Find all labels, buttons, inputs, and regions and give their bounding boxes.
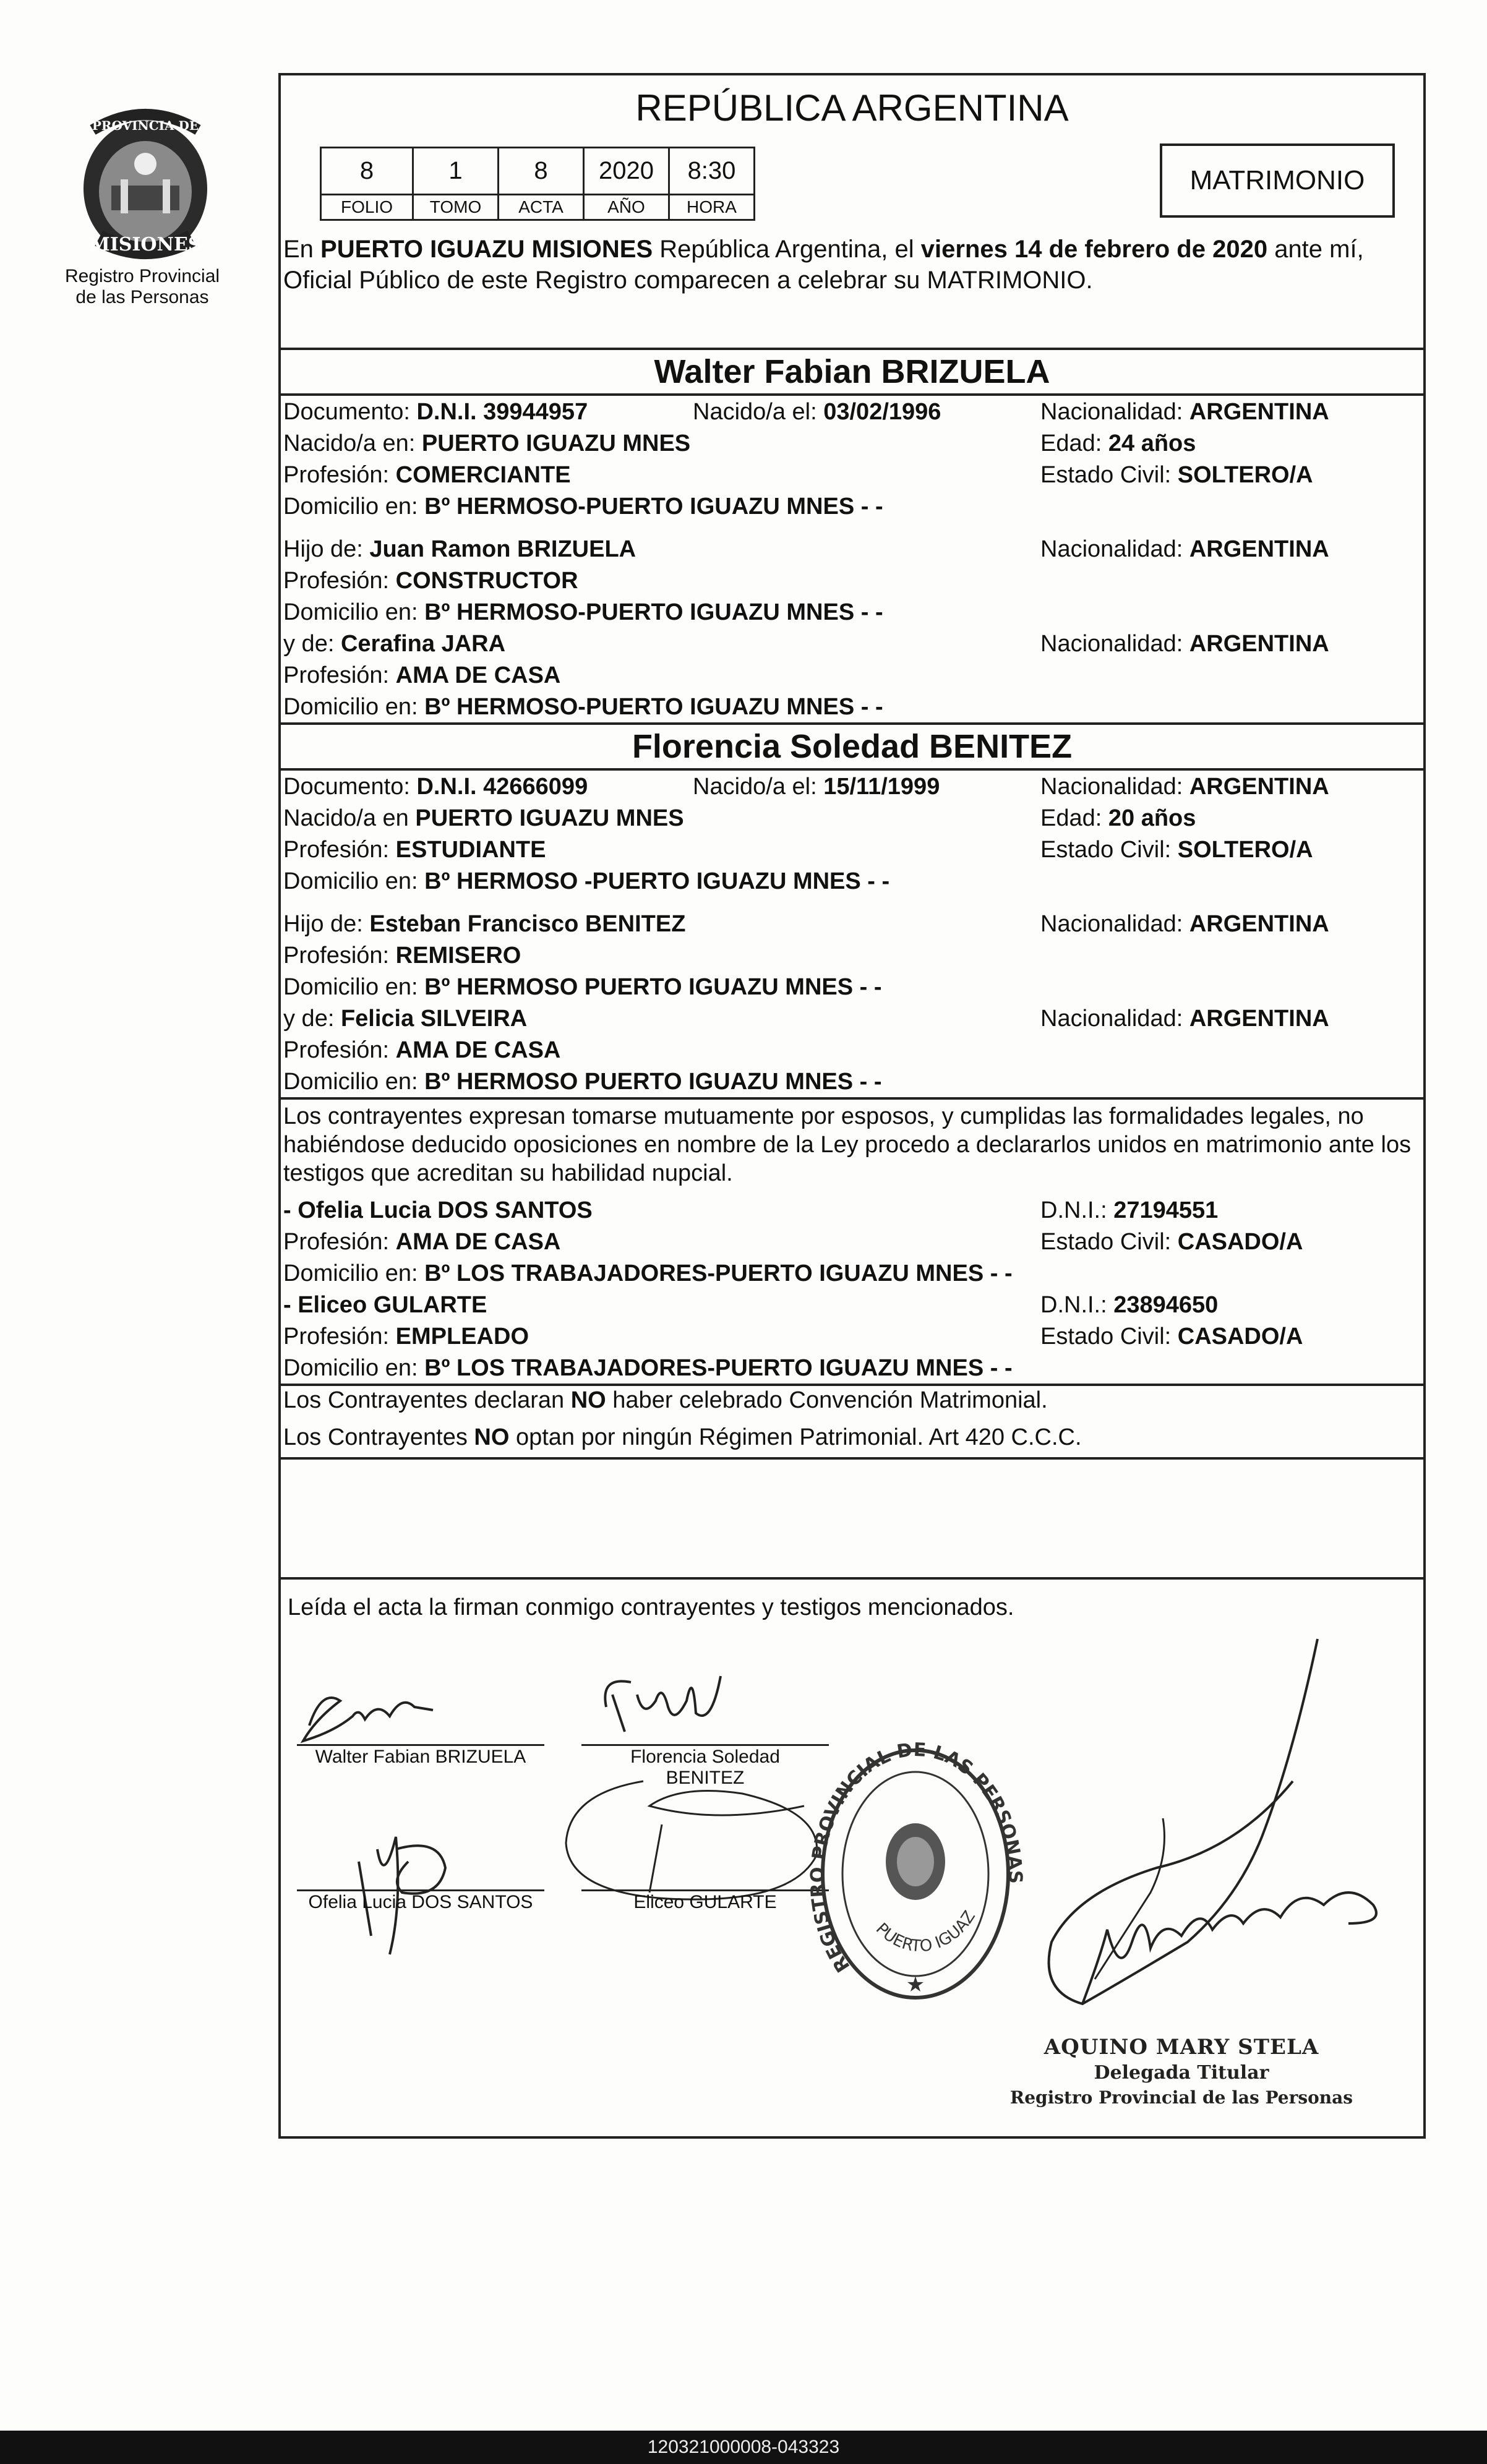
official-name: AQUINO MARY STELA	[1043, 2035, 1319, 2060]
bride-father: Hijo de: Esteban Francisco BENITEZ	[283, 911, 686, 937]
svg-text:PROVINCIA DE: PROVINCIA DE	[92, 118, 199, 133]
divider	[278, 722, 1426, 725]
groom-mother: y de: Cerafina JARA	[283, 631, 506, 657]
groom-father-nationality: Nacionalidad: ARGENTINA	[1040, 536, 1329, 562]
groom-father-profession: Profesión: CONSTRUCTOR	[283, 568, 578, 594]
official-signature	[1002, 1633, 1423, 2053]
divider	[278, 768, 1426, 771]
document-barcode-id: 120321000008-043323	[0, 2431, 1487, 2464]
witness-1-profession: Profesión: AMA DE CASA	[283, 1229, 561, 1255]
bride-nationality: Nacionalidad: ARGENTINA	[1040, 774, 1329, 800]
bride-father-nationality: Nacionalidad: ARGENTINA	[1040, 911, 1329, 937]
groom-civil-status: Estado Civil: SOLTERO/A	[1040, 462, 1313, 488]
declaration-paragraph: Los contrayentes expresan tomarse mutuamente por esposos, y cumplidas las formalidades legales, no habiéndose deducido oposiciones en nombre de la Ley procedo a declararlos unidos en matrimonio ante los testigos que acreditan su habilidad nupcial.	[283, 1103, 1412, 1186]
record-table	[320, 147, 755, 221]
witness-2-signature-line	[581, 1889, 829, 1891]
groom-name-heading: Walter Fabian BRIZUELA	[654, 353, 1050, 390]
groom-father: Hijo de: Juan Ramon BRIZUELA	[283, 536, 636, 562]
witness-1-name: - Ofelia Lucia DOS SANTOS	[283, 1197, 593, 1223]
anio-value: 2020	[584, 148, 669, 195]
witness-1-civil-status: Estado Civil: CASADO/A	[1040, 1229, 1303, 1255]
bride-civil-status: Estado Civil: SOLTERO/A	[1040, 837, 1313, 863]
bride-age: Edad: 20 años	[1040, 805, 1196, 831]
official-office: Registro Provincial de las Personas	[1009, 2087, 1353, 2108]
bride-mother-address: Domicilio en: Bº HERMOSO PUERTO IGUAZU MNES - -	[283, 1069, 882, 1095]
divider	[278, 1577, 1426, 1580]
folio-value: 8	[321, 148, 413, 195]
svg-text:REGISTRO PROVINCIAL DE LAS PER: REGISTRO PROVINCIAL DE LAS PERSONAS	[807, 1739, 1026, 1977]
witness-1-signature-line	[297, 1889, 544, 1891]
bride-mother-nationality: Nacionalidad: ARGENTINA	[1040, 1006, 1329, 1032]
bride-birthplace: Nacido/a en PUERTO IGUAZU MNES	[283, 805, 684, 831]
bride-name-heading: Florencia Soledad BENITEZ	[632, 728, 1073, 765]
bride-profession: Profesión: ESTUDIANTE	[283, 837, 546, 863]
bride-mother: y de: Felicia SILVEIRA	[283, 1006, 528, 1032]
groom-signature-label: Walter Fabian BRIZUELA	[315, 1747, 526, 1767]
bride-documento: Documento: D.N.I. 42666099	[283, 774, 588, 800]
bride-mother-profession: Profesión: AMA DE CASA	[283, 1037, 561, 1063]
witness-2-civil-status: Estado Civil: CASADO/A	[1040, 1324, 1303, 1350]
witness-1-dni: D.N.I.: 27194551	[1040, 1197, 1219, 1223]
acta-value: 8	[499, 148, 584, 195]
bride-signature-label: Florencia Soledad BENITEZ	[630, 1747, 780, 1788]
witness-2-name: - Eliceo GULARTE	[283, 1292, 487, 1318]
groom-mother-profession: Profesión: AMA DE CASA	[283, 662, 561, 688]
bride-father-address: Domicilio en: Bº HERMOSO PUERTO IGUAZU MNES - -	[283, 974, 882, 1000]
registry-name: Registro Provincial de las Personas	[64, 266, 220, 307]
svg-text:PUERTO IGUAZU: PUERTO IGUAZU	[801, 1718, 979, 1956]
groom-nationality: Nacionalidad: ARGENTINA	[1040, 399, 1329, 425]
official-role: Delegada Titular	[1094, 2062, 1269, 2084]
groom-age: Edad: 24 años	[1040, 430, 1196, 456]
witness-2-profession: Profesión: EMPLEADO	[283, 1324, 529, 1350]
groom-address: Domicilio en: Bº HERMOSO-PUERTO IGUAZU MNES - -	[283, 494, 883, 520]
tomo-label: TOMO	[413, 195, 499, 220]
groom-birthdate: Nacido/a el: 03/02/1996	[693, 399, 941, 425]
bride-birthdate: Nacido/a el: 15/11/1999	[693, 774, 940, 800]
anio-label: AÑO	[584, 195, 669, 220]
groom-birthplace: Nacido/a en: PUERTO IGUAZU MNES	[283, 430, 691, 456]
registry-seal-logo	[74, 105, 216, 266]
convention-line-2: Los Contrayentes NO optan por ningún Régimen Patrimonial. Art 420 C.C.C.	[283, 1424, 1082, 1450]
groom-documento: Documento: D.N.I. 39944957	[283, 399, 588, 425]
groom-signature-line	[297, 1744, 544, 1746]
svg-text:MISIONES: MISIONES	[89, 234, 202, 255]
witness-1-signature-label: Ofelia Lucia DOS SANTOS	[308, 1892, 533, 1912]
bride-address: Domicilio en: Bº HERMOSO -PUERTO IGUAZU MNES - -	[283, 868, 890, 894]
record-type-box: MATRIMONIO	[1160, 143, 1395, 218]
groom-mother-nationality: Nacionalidad: ARGENTINA	[1040, 631, 1329, 657]
document-title: REPÚBLICA ARGENTINA	[635, 87, 1069, 129]
divider	[278, 348, 1426, 350]
svg-text:★: ★	[906, 1973, 925, 1996]
tomo-value: 1	[413, 148, 499, 195]
bride-father-profession: Profesión: REMISERO	[283, 943, 521, 969]
convention-line-1: Los Contrayentes declaran NO haber celebrado Convención Matrimonial.	[283, 1387, 1048, 1413]
hora-label: HORA	[669, 195, 755, 220]
bride-signature-line	[581, 1744, 829, 1746]
hora-value: 8:30	[669, 148, 755, 195]
intro-paragraph: En PUERTO IGUAZU MISIONES República Argentina, el viernes 14 de febrero de 2020 ante mí, Oficial Público de este Registro comparecen a celebrar su MATRIMONIO.	[283, 236, 1364, 294]
witness-1-address: Domicilio en: Bº LOS TRABAJADORES-PUERTO IGUAZU MNES - -	[283, 1260, 1013, 1286]
closing-text: Leída el acta la firman conmigo contrayentes y testigos mencionados.	[288, 1594, 1014, 1620]
divider	[278, 1384, 1426, 1386]
official-identification	[1008, 2035, 1355, 2108]
divider	[278, 393, 1426, 396]
groom-profession: Profesión: COMERCIANTE	[283, 462, 571, 488]
registry-stamp	[801, 1718, 1026, 2016]
witness-2-signature-label: Eliceo GULARTE	[633, 1892, 777, 1912]
folio-label: FOLIO	[321, 195, 413, 220]
groom-father-address: Domicilio en: Bº HERMOSO-PUERTO IGUAZU MNES - -	[283, 599, 883, 625]
groom-mother-address: Domicilio en: Bº HERMOSO-PUERTO IGUAZU MNES - -	[283, 694, 883, 720]
witness-2-address: Domicilio en: Bº LOS TRABAJADORES-PUERTO IGUAZU MNES - -	[283, 1355, 1013, 1381]
divider	[278, 1097, 1426, 1100]
acta-label: ACTA	[499, 195, 584, 220]
bride-signature	[588, 1658, 736, 1750]
witness-2-dni: D.N.I.: 23894650	[1040, 1292, 1219, 1318]
divider	[278, 1457, 1426, 1460]
